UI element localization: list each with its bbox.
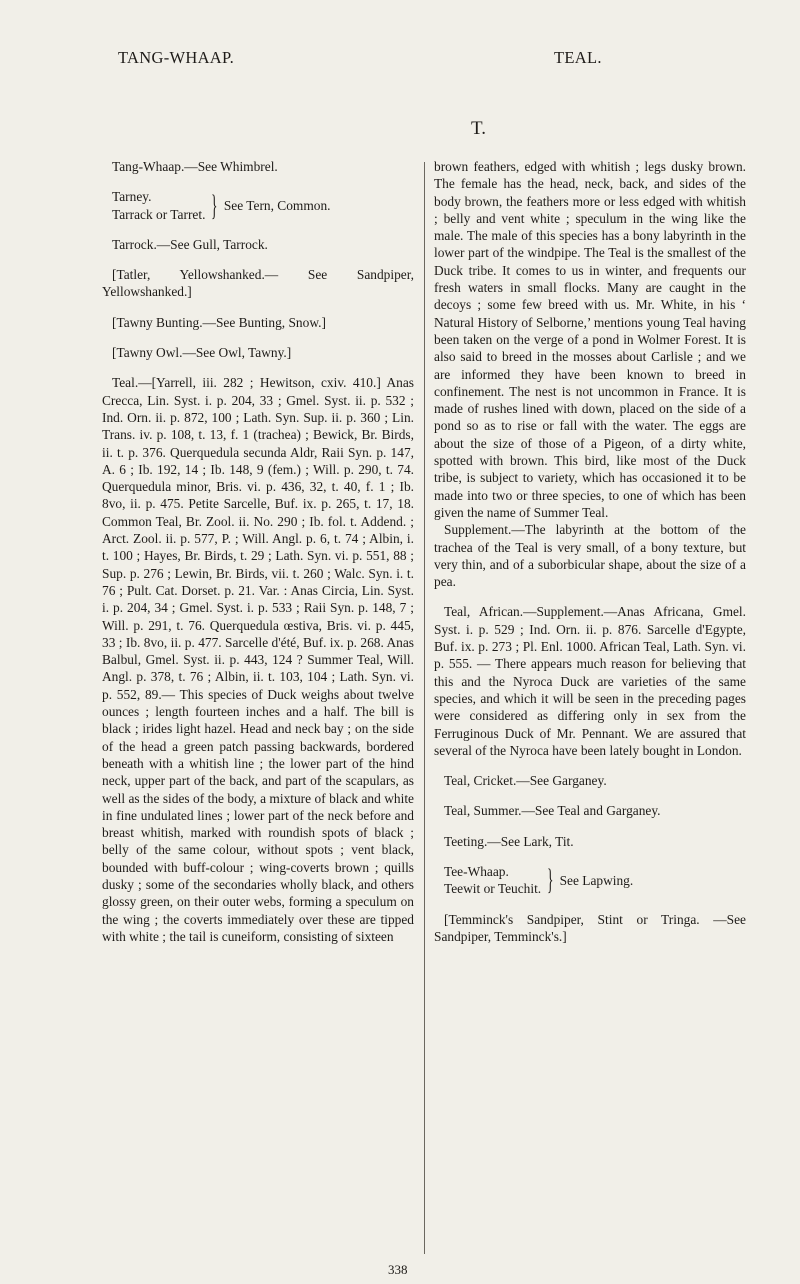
- entry-tee-whaap-group: [444, 863, 746, 898]
- headword-tee-whaap: Tee-Whaap.: [444, 863, 509, 879]
- entry-teal-cricket: Teal, Cricket.—See Garganey.: [444, 773, 607, 789]
- entry-temminck: [Temminck's Sandpiper, Stint or Tringa. —See Sandpiper, Temminck's.]: [434, 911, 746, 944]
- entry-tawny-bunting: [Tawny Bunting.—See Bunting, Snow.]: [112, 314, 326, 330]
- running-head-left: TANG-WHAAP.: [118, 48, 235, 67]
- entry-tarrock: Tarrock.—See Gull, Tarrock.: [112, 236, 268, 252]
- cross-reference: See Lapwing.: [559, 872, 634, 888]
- cross-reference: See Tern, Common.: [223, 197, 331, 213]
- left-column: [102, 158, 414, 958]
- entry-tang-whaap: Tang-Whaap.—See Whimbrel.: [112, 159, 278, 174]
- brace-glyph: }: [547, 863, 554, 897]
- entry-teal: Teal.—[Yarrell, iii. 282 ; Hewitson, cxiv. 410.] Anas Crecca, Lin. Syst. i. p. 204, 33 ; Gmel. Syst. ii. p. 532 ; Ind. Orn. ii. p. 872, 100 ; Lath. Syn. Sup. ii. p. 360 ; Lin. Trans. iv. p. 108, t. 13, f. 1 (trachea) ; Bewick, Br. Birds, ii. t. p. 376. Querquedula secunda Aldr, Raii Syn. p. 147, A. 6 ; Ib. 192, 14 ; Ib. 148, 9 (fem.) ; Will. p. 290, t. 74. Querquedula minor, Bris. vi. p. 436, 32, t. 40, f. 1 ; Ib. 8vo, ii. p. 475. Petite Sarcelle, Buf. ix. p. 265, t. 17, 18. Common Teal, Br. Zool. ii. No. 290 ; Ib. fol. t. Addend. ; Arct. Zool. ii. p. 577, P. ; Will. Angl. p. 6, t. 74 ; Albin, i. t. 100 ; Hayes, Br. Birds, t. 29 ; Lath. Syn. vi. p. 551, 88 ; Sup. p. 276 ; Lewin, Br. Birds, vii. t. 260 ; Walc. Syn. i. t. 76 ; Pult. Cat. Dorset. p. 21. Var. : Anas Circia, Lin. Syst. i. p. 204, 34 ; Gmel. Syst. i. p. 533 ; Raii Syn. p. 148, 7 ; Will. p. 291, t. 76. Querquedula œstiva, Bris. vi. p. 445, 33 ; Ib. 8vo, ii. p. 477. Sarcelle d'été, Buf. ix. p. 268. Anas Balbul, Gmel. Syst. ii. p. 443, 124 ? Summer Teal, Will. Angl. p. 378, t. 76 ; Albin, ii. t. 103, 104 ; Lath. Syn. vi. p. 552, 89.— This species of Duck weighs about twelve ounces ; length fourteen inches and a half. The bill is black ; irides light hazel. Head and neck bay ; on the side of the head a green patch passing backwards, bordered beneath with a whitish line ; the lower part of the hind neck, upper part of the back, and part of the scapulars, as well as the sides of the body, a mixture of black and white in fine undulated lines ; lower part of the neck before and breast whitish, marked with roundish spots of black ; belly of the same colour, without spots ; vent black, bounded with buff-colour ; wing-coverts brown ; quills dusky ; some of the secondaries wholly black, and others glossy green, on their outer webs, forming a speculum on the wing ; the coverts immediately over these are tipped with white ; the tail is cuneiform, consisting of sixteen: [102, 375, 414, 944]
- headword-tarney: Tarney.: [112, 189, 152, 205]
- entry-tawny-owl: [Tawny Owl.—See Owl, Tawny.]: [112, 345, 292, 361]
- headword-tarrack: Tarrack or Tarret.: [112, 206, 206, 222]
- brace-headwords: [112, 188, 205, 223]
- brace-glyph: }: [211, 188, 218, 222]
- section-letter: T.: [471, 118, 486, 139]
- entry-teal-supplement: Supplement.—The labyrinth at the bottom of the trachea of the Teal is very small, of a bony texture, but very thin, and of a suborbicular shape, about the size of a pea.: [434, 522, 746, 590]
- page-number: 338: [388, 1262, 408, 1277]
- right-column: [434, 158, 746, 958]
- headword-teewit: Teewit or Teuchit.: [444, 881, 542, 897]
- entry-teal-continued: brown feathers, edged with whitish ; legs dusky brown. The female has the head, neck, back, and sides of the body brown, the feathers more or less edged with whitish ; belly and vent white ; speculum in the wing like the male. The male of this species has a bony labyrinth in the lower part of the windpipe. The Teal is the smallest of the Duck tribe. It comes to us in winter, and frequents our fresh waters in small flocks. Many are caught in the decoys ; some few breed with us. Mr. White, in his ‘ Natural History of Selborne,’ mentions young Teal having been taken on the verge of a pond in Wolmer Forest. It is also said to breed in the mosses about Carlisle ; and we are informed they have been known to breed in confinement. The nest is not uncommon in France. It is made of rushes lined with down, placed on the side of a pond so as to rise or fall with the water. The eggs are about the size of those of a Pigeon, of a dirty white, spotted with brown. This bird, like most of the Duck tribe, is subject to variety, which has occasioned it to be made into two or three species, to one of which has been given the name of Summer Teal.: [434, 159, 746, 520]
- running-head-right: TEAL.: [554, 48, 602, 67]
- entry-tatler: [Tatler, Yellowshanked.— See Sandpiper, Yellowshanked.]: [102, 267, 414, 300]
- entry-teeting: Teeting.—See Lark, Tit.: [444, 833, 574, 849]
- brace-headwords: [444, 863, 541, 898]
- entry-teal-summer: Teal, Summer.—See Teal and Garganey.: [444, 803, 661, 819]
- entry-teal-african: Teal, African.—Supplement.—Anas Africana, Gmel. Syst. i. p. 529 ; Ind. Orn. ii. p. 876. Sarcelle d'Egypte, Buf. ix. p. 273 ; Pl. Enl. 1000. African Teal, Lath. Syn. vi. p. 555. — There appears much reason for believing that this and the Nyroca Duck are varieties of the same species, and which it will be seen in the preceding pages were considered as differing only in sex from the Ferruginous Duck of Mr. Pennant. We are assured that several of the Nyroca have been lately bought in London.: [434, 604, 746, 758]
- column-divider: [424, 162, 425, 1254]
- entry-tarney-group: [112, 188, 414, 223]
